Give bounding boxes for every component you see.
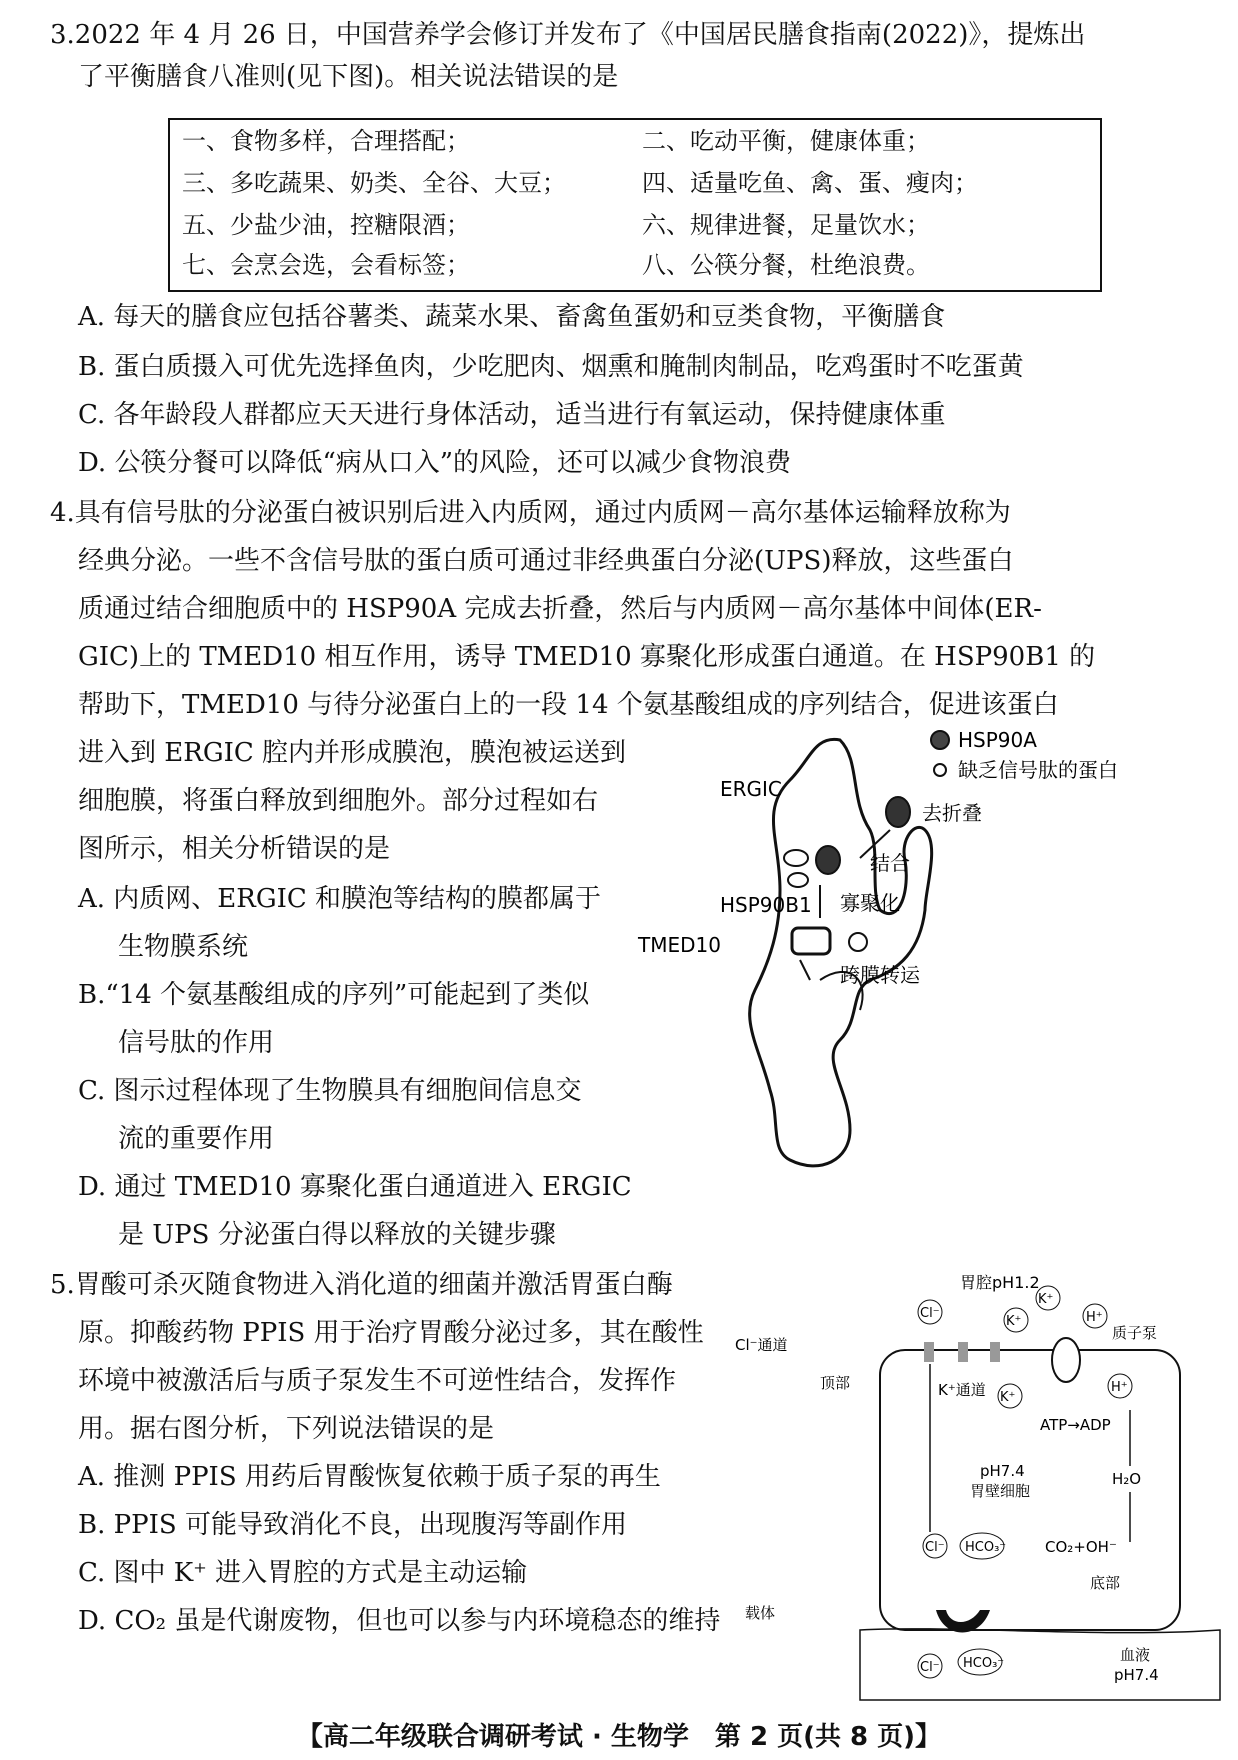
label-ph-cell: pH7.4 bbox=[980, 1462, 1025, 1480]
label-atp-adp: ATP→ADP bbox=[1040, 1416, 1111, 1434]
ion-k-cell: K⁺ bbox=[1000, 1390, 1016, 1405]
hsp90b1-shape bbox=[784, 850, 808, 866]
q4-stem-line-5: 帮助下，TMED10 与待分泌蛋白上的一段 14 个氨基酸组成的序列结合，促进该蛋白 bbox=[78, 690, 1059, 720]
q4-option-d-cont: 是 UPS 分泌蛋白得以释放的关键步骤 bbox=[118, 1220, 556, 1250]
label-proton-pump: 质子泵 bbox=[1112, 1324, 1158, 1342]
label-hsp90b1: HSP90B1 bbox=[720, 893, 812, 917]
ion-cl-cell: Cl⁻ bbox=[925, 1540, 945, 1555]
label-co2-oh: CO₂+OH⁻ bbox=[1045, 1538, 1117, 1556]
q4-option-c-cont: 流的重要作用 bbox=[118, 1124, 275, 1154]
principle-8: 八、公筷分餐，杜绝浪费。 bbox=[642, 251, 930, 279]
q5-stem-line-2: 原。抑酸药物 PPIS 用于治疗胃酸分泌过多，其在酸性 bbox=[78, 1318, 704, 1348]
principle-5: 五、少盐少油，控糖限酒； bbox=[182, 211, 470, 239]
protein-legend-icon bbox=[934, 764, 946, 776]
label-blood: 血液 bbox=[1120, 1646, 1151, 1664]
q3-option-d: D. 公筷分餐可以降低“病从口入”的风险，还可以减少食物浪费 bbox=[78, 448, 792, 478]
label-h2o: H₂O bbox=[1112, 1470, 1142, 1488]
tmed10-bound-complex bbox=[816, 846, 840, 874]
hsp90a-legend-icon bbox=[931, 731, 949, 749]
ion-cl-lumen: Cl⁻ bbox=[920, 1306, 940, 1321]
principle-6: 六、规律进餐，足量饮水； bbox=[642, 211, 930, 239]
label-ph-blood: pH7.4 bbox=[1114, 1666, 1159, 1684]
q3-option-b: B. 蛋白质摄入可优先选择鱼肉，少吃肥肉、烟熏和腌制肉制品，吃鸡蛋时不吃蛋黄 bbox=[78, 352, 1024, 382]
label-ergic: ERGIC bbox=[720, 777, 782, 801]
ion-k-lumen: K⁺ bbox=[1006, 1314, 1022, 1329]
ion-hco3-blood: HCO₃⁻ bbox=[963, 1656, 1005, 1671]
q4-option-a-cont: 生物膜系统 bbox=[118, 932, 249, 962]
label-transloc: 跨膜转运 bbox=[840, 963, 920, 987]
q4-option-b-cont: 信号肽的作用 bbox=[118, 1028, 275, 1058]
label-apical: 顶部 bbox=[820, 1374, 851, 1392]
tmed10-monomer-shape bbox=[788, 873, 808, 887]
label-cl-channel: Cl⁻通道 bbox=[735, 1336, 788, 1354]
label-bind: 结合 bbox=[870, 851, 910, 875]
q5-stem-line-1: 5.胃酸可杀灭随食物进入消化道的细菌并激活胃蛋白酶 bbox=[50, 1270, 673, 1300]
q4-stem-line-8: 图所示，相关分析错误的是 bbox=[78, 834, 391, 864]
principle-3: 三、多吃蔬果、奶类、全谷、大豆； bbox=[182, 169, 566, 197]
q4-option-a: A. 内质网、ERGIC 和膜泡等结构的膜都属于 bbox=[78, 884, 602, 914]
q3-stem-line-1: 3.2022 年 4 月 26 日，中国营养学会修订并发布了《中国居民膳食指南(2022)》，提炼出 bbox=[50, 20, 1086, 50]
ion-h-lumen: H⁺ bbox=[1086, 1310, 1103, 1325]
label-unfold: 去折叠 bbox=[922, 801, 982, 825]
q3-option-c: C. 各年龄段人群都应天天进行身体活动，适当进行有氧运动，保持健康体重 bbox=[78, 400, 946, 430]
principle-4: 四、适量吃鱼、禽、蛋、瘦肉； bbox=[642, 169, 978, 197]
q5-option-d: D. CO₂ 虽是代谢废物，但也可以参与内环境稳态的维持 bbox=[78, 1606, 721, 1636]
q4-option-d: D. 通过 TMED10 寡聚化蛋白通道进入 ERGIC bbox=[78, 1172, 632, 1202]
q4-stem-line-2: 经典分泌。一些不含信号肽的蛋白质可通过非经典蛋白分泌(UPS)释放，这些蛋白 bbox=[78, 546, 1014, 576]
ion-h-cell: H⁺ bbox=[1111, 1380, 1128, 1395]
ion-k-lumen-2: K⁺ bbox=[1038, 1292, 1054, 1307]
q5-option-b: B. PPIS 可能导致消化不良，出现腹泻等副作用 bbox=[78, 1510, 627, 1540]
tmed10-channel bbox=[792, 928, 830, 954]
ups-secretion-diagram bbox=[638, 720, 1180, 1190]
q4-stem-line-7: 细胞膜，将蛋白释放到细胞外。部分过程如右 bbox=[78, 786, 599, 816]
label-oligo: 寡聚化 bbox=[840, 891, 900, 915]
q4-stem-line-4: GIC)上的 TMED10 相互作用，诱导 TMED10 寡聚化形成蛋白通道。在 HSP90B1 的 bbox=[78, 642, 1096, 672]
cl-channel bbox=[924, 1342, 934, 1362]
label-carrier: 载体 bbox=[745, 1604, 776, 1622]
q5-stem-line-4: 用。据右图分析，下列说法错误的是 bbox=[78, 1414, 495, 1444]
legend-hsp90a: HSP90A bbox=[958, 728, 1037, 752]
principles-table bbox=[168, 118, 1102, 292]
ion-hco3-cell: HCO₃⁻ bbox=[965, 1540, 1007, 1555]
hsp90a-protein-complex bbox=[886, 797, 910, 827]
ion-cl-blood: Cl⁻ bbox=[920, 1660, 940, 1675]
q5-option-c: C. 图中 K⁺ 进入胃腔的方式是主动运输 bbox=[78, 1558, 528, 1588]
legend-protein: 缺乏信号肽的蛋白 bbox=[958, 758, 1118, 782]
q4-stem-line-6: 进入到 ERGIC 腔内并形成膜泡，膜泡被运送到 bbox=[78, 738, 627, 768]
principle-7: 七、会烹会选，会看标签； bbox=[182, 251, 470, 279]
q4-stem-line-3: 质通过结合细胞质中的 HSP90A 完成去折叠，然后与内质网－高尔基体中间体(ER- bbox=[78, 594, 1042, 624]
k-channel-1 bbox=[958, 1342, 968, 1362]
q4-option-c: C. 图示过程体现了生物膜具有细胞间信息交 bbox=[78, 1076, 582, 1106]
label-tmed10: TMED10 bbox=[638, 933, 721, 957]
q5-stem-line-3: 环境中被激活后与质子泵发生不可逆性结合，发挥作 bbox=[78, 1366, 677, 1396]
k-channel-2 bbox=[990, 1342, 1000, 1362]
page-footer: 【高二年级联合调研考试 · 生物学 第 2 页(共 8 页)】 bbox=[296, 1722, 942, 1752]
label-k-channel: K⁺通道 bbox=[938, 1381, 986, 1399]
blood-vessel bbox=[860, 1629, 1220, 1700]
principle-1: 一、食物多样，合理搭配； bbox=[182, 127, 470, 155]
parietal-cell-diagram bbox=[735, 1270, 1230, 1700]
label-lumen: 胃腔pH1.2 bbox=[960, 1273, 1040, 1292]
q5-option-a: A. 推测 PPIS 用药后胃酸恢复依赖于质子泵的再生 bbox=[78, 1462, 661, 1492]
label-cell: 胃壁细胞 bbox=[970, 1482, 1031, 1500]
q3-option-a: A. 每天的膳食应包括谷薯类、蔬菜水果、畜禽鱼蛋奶和豆类食物，平衡膳食 bbox=[78, 302, 946, 332]
principle-2: 二、吃动平衡，健康体重； bbox=[642, 127, 930, 155]
q4-stem-line-1: 4.具有信号肽的分泌蛋白被识别后进入内质网，通过内质网－高尔基体运输释放称为 bbox=[50, 498, 1011, 528]
proton-pump bbox=[1052, 1338, 1080, 1382]
q4-option-b: B.“14 个氨基酸组成的序列”可能起到了类似 bbox=[78, 980, 590, 1010]
label-basal: 底部 bbox=[1090, 1574, 1121, 1592]
q3-stem-line-2: 了平衡膳食八准则(见下图)。相关说法错误的是 bbox=[78, 62, 619, 92]
